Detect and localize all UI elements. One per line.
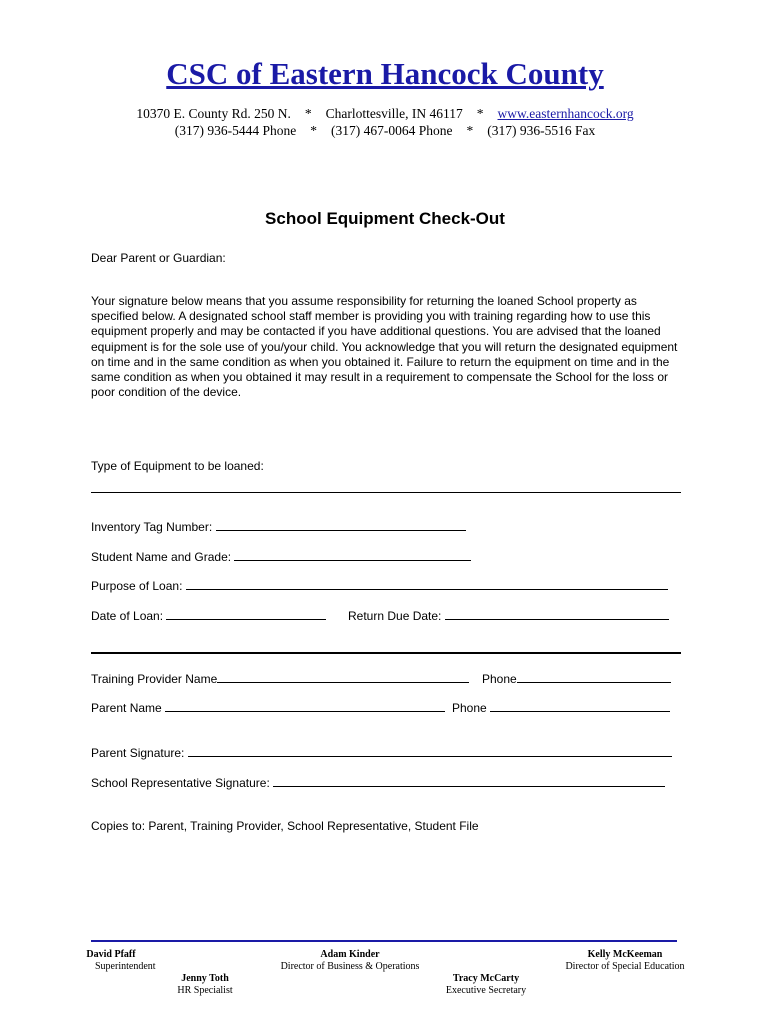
date-of-loan-row: [91, 607, 326, 623]
copies-note: Copies to: Parent, Training Provider, School Representative, Student File: [91, 819, 479, 833]
return-due-row: [348, 607, 669, 623]
training-phone-row: [482, 670, 671, 686]
street-address: 10370 E. County Rd. 250 N.: [136, 106, 291, 121]
footer-divider: [91, 940, 677, 942]
parent-phone-row: [452, 699, 670, 715]
staff-title: Superintendent: [95, 961, 156, 972]
staff-title: Executive Secretary: [445, 985, 527, 996]
address-line: [0, 106, 770, 122]
return-due-field[interactable]: [445, 607, 669, 620]
inventory-tag-label: Inventory Tag Number:: [91, 520, 213, 534]
staff-title: HR Specialist: [177, 985, 233, 996]
fax-number: (317) 936-5516 Fax: [487, 123, 596, 138]
equipment-type-field[interactable]: [91, 492, 681, 493]
staff-title: Director of Business & Operations: [280, 961, 420, 972]
student-name-row: [91, 548, 471, 564]
return-due-label: Return Due Date:: [348, 609, 442, 623]
form-title: School Equipment Check-Out: [265, 209, 505, 228]
intro-paragraph: Your signature below means that you assume responsibility for returning the loaned School property as specified below. A designated school staff member is providing you with training regarding how to use this equipment properly and may be contacted if you have additional questions. You are advised that the loaned equipment is for the sole use of you/your child. You acknowledge that you will return the designated equipment on time and in the same condition as when you obtained it. Failure to return the equipment on time and in the same condition as when you obtained it may result in a requirement to compensate the School for the loss or poor condition of the device.: [91, 294, 678, 400]
section-divider: [91, 652, 681, 654]
training-phone-field[interactable]: [517, 670, 671, 683]
parent-name-field[interactable]: [165, 699, 445, 712]
staff-title: Director of Special Education: [565, 961, 685, 972]
separator: *: [466, 123, 474, 138]
staff-name: David Pfaff: [86, 949, 136, 960]
training-provider-field[interactable]: [217, 670, 469, 683]
training-provider-label: Training Provider Name: [91, 672, 218, 686]
school-rep-signature-field[interactable]: [273, 774, 665, 787]
parent-signature-row: [91, 744, 672, 760]
training-provider-row: [91, 670, 469, 686]
parent-phone-field[interactable]: [490, 699, 670, 712]
school-rep-signature-label: School Representative Signature:: [91, 776, 270, 790]
date-of-loan-label: Date of Loan:: [91, 609, 164, 623]
parent-name-row: [91, 699, 445, 715]
separator: *: [310, 123, 317, 138]
purpose-label: Purpose of Loan:: [91, 579, 183, 593]
parent-phone-label: Phone: [452, 701, 487, 715]
staff-name: Kelly McKeeman: [587, 949, 663, 960]
separator: *: [476, 106, 484, 121]
organization-name: CSC of Eastern Hancock County: [166, 56, 604, 91]
city-state-zip: Charlottesville, IN 46117: [325, 106, 463, 121]
staff-name: Jenny Toth: [181, 973, 229, 984]
student-name-label: Student Name and Grade:: [91, 550, 232, 564]
staff-name: Adam Kinder: [320, 949, 380, 960]
inventory-tag-field[interactable]: [216, 518, 466, 531]
inventory-tag-row: [91, 518, 466, 534]
separator: *: [304, 106, 312, 121]
purpose-row: [91, 577, 668, 593]
staff-name: Tracy McCarty: [452, 973, 520, 984]
school-rep-signature-row: [91, 774, 665, 790]
phone-number-2: (317) 467-0064 Phone: [331, 123, 453, 138]
parent-signature-field[interactable]: [188, 744, 672, 757]
phone-number-1: (317) 936-5444 Phone: [174, 123, 297, 138]
greeting: Dear Parent or Guardian:: [91, 251, 226, 265]
equipment-type-label: Type of Equipment to be loaned:: [91, 459, 264, 473]
student-name-field[interactable]: [234, 548, 471, 561]
date-of-loan-field[interactable]: [166, 607, 326, 620]
parent-name-label: Parent Name: [91, 701, 162, 715]
training-phone-label: Phone: [482, 672, 517, 686]
website-link[interactable]: www.easternhancock.org: [497, 106, 634, 121]
phone-line: [0, 123, 770, 139]
purpose-field[interactable]: [186, 577, 668, 590]
parent-signature-label: Parent Signature:: [91, 746, 185, 760]
